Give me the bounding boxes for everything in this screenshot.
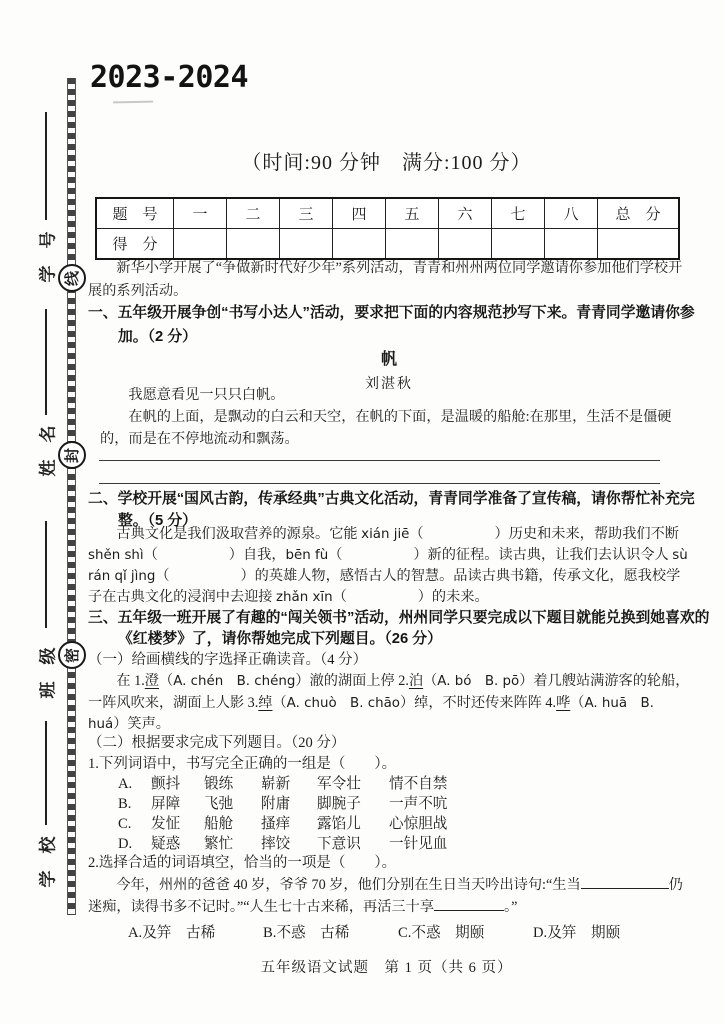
handwritten-year: 2023-2024 — [90, 60, 249, 95]
text-segment: （ ）自我， — [143, 547, 286, 563]
reading-pronunciation-passage — [88, 671, 690, 736]
text-segment: （ — [272, 694, 287, 711]
seal-stamp-icon — [58, 441, 86, 469]
name-write-line — [45, 309, 47, 415]
option-label: C. — [118, 815, 132, 832]
option-word: 繁忙 — [204, 835, 234, 852]
score-col-header: 四 — [332, 199, 385, 228]
question1-stem: 1.下列词语中，书写完全正确的一组是（ ）。 — [88, 756, 397, 772]
class-write-line — [45, 521, 47, 628]
score-table — [95, 197, 680, 260]
option-word: 崭新 — [261, 775, 291, 792]
option-word: 船舱 — [204, 815, 234, 832]
intro-paragraph: 新华小学开展了“争做新时代好少年”系列活动，青青和州州两位同学邀请你参加他们学校开展的系列活动。 — [88, 260, 683, 299]
option-word: 一针见血 — [389, 835, 448, 852]
score-cell-empty — [332, 229, 385, 258]
text-segment: （ — [158, 673, 174, 689]
binding-stitch-strip — [67, 78, 76, 915]
option-label: B. — [118, 795, 132, 812]
seal-char: 密 — [65, 647, 82, 663]
text-segment: （ ）的未来。 — [332, 589, 489, 605]
student-id-label: 学 号 — [38, 231, 58, 283]
py-segment: shěn shì — [88, 548, 144, 563]
score-cell-empty — [173, 229, 226, 258]
py-segment: A. chén B. chéng — [173, 674, 296, 689]
option-word: 锻练 — [204, 775, 234, 792]
text-segment: （ ）的英雄人物，感悟古人的智慧。品读古典书籍，传承文化，愿我校学子在古典文化的浸润中去迎接 — [88, 568, 681, 605]
text-segment: 在 1. — [116, 673, 145, 689]
word-option-row — [88, 814, 690, 834]
score-col-header: 二 — [226, 199, 279, 228]
option-label: A. — [118, 775, 133, 792]
poem-line-1: 我愿意看见一只只白帆。 — [128, 387, 285, 403]
seal-char: 线 — [65, 270, 82, 286]
score-obtained-label: 得 分 — [112, 236, 158, 253]
section2-title: 二、学校开展“国风古韵，传承经典”古典文化活动，青青同学准备了宣传稿，请你帮忙补充完整。（5 分） — [88, 491, 695, 529]
score-col-header: 三 — [279, 199, 332, 228]
score-col-header: 七 — [491, 199, 544, 228]
score-cell-empty — [279, 229, 332, 258]
question2-options — [88, 922, 724, 945]
option-word: 屏障 — [151, 795, 181, 812]
text-segment: ）着几艘站满游客的轮船，一阵风吹来，湖面上人影 3. — [88, 673, 690, 711]
text-segment: （ ）新的征程。读古典，让我们去认识令人 — [328, 547, 673, 563]
time-and-score-line: （时间:90 分钟 满分:100 分） — [241, 152, 532, 174]
name-label: 姓 名 — [38, 425, 58, 477]
score-cell-empty — [544, 229, 597, 258]
text-segment: 古典文化是我们汲取营养的源泉。它能 — [116, 526, 362, 542]
u-segment: 哗 — [556, 694, 571, 711]
py-segment: xián jiē — [361, 527, 410, 542]
option-word: 情不自禁 — [389, 775, 448, 792]
option-word: 一声不吭 — [389, 795, 448, 812]
text-segment: 今年，州州的爸爸 40 岁，爷爷 70 岁，他们分别在生日当天吟出诗句:“生当 — [116, 877, 581, 893]
py-segment: A. huā B. huá — [88, 695, 654, 732]
score-table-header-row — [97, 199, 678, 228]
word-option-row — [88, 774, 690, 794]
choice-option: D.及笄 期颐 — [533, 925, 621, 941]
score-col-header: 八 — [544, 199, 597, 228]
choice-option: C.不惑 期颐 — [398, 925, 485, 941]
score-cell-empty — [226, 229, 279, 258]
section2-pinyin-passage — [88, 524, 690, 608]
option-word: 摔饺 — [261, 835, 291, 852]
option-word: 颤抖 — [151, 775, 181, 792]
score-col-header: 六 — [438, 199, 491, 228]
option-word: 露馅儿 — [317, 815, 361, 832]
py-segment: bēn fù — [285, 548, 329, 563]
u-segment: 绰 — [258, 694, 273, 711]
question1-options — [88, 774, 690, 854]
question2-passage — [88, 874, 690, 918]
copy-writing-line — [99, 483, 660, 484]
total-score-header: 总 分 — [597, 199, 678, 228]
score-col-header: 五 — [385, 199, 438, 228]
score-col-header: 一 — [173, 199, 226, 228]
choice-option: A.及笄 古稀 — [128, 925, 216, 941]
u-segment: 泊 — [408, 673, 424, 689]
option-word: 疑惑 — [151, 835, 181, 852]
score-cell-empty — [491, 229, 544, 258]
choice-option: B.不惑 古稀 — [263, 925, 350, 941]
text-segment: ）澈的湖面上停 2. — [295, 673, 409, 689]
text-segment: ）绰，不时还传来阵阵 4. — [399, 694, 557, 711]
text-segment: 仍迷痴，读得书多不记时。”“人生七十古来稀，再活三十享 — [88, 877, 683, 915]
copy-writing-line — [99, 460, 660, 461]
text-segment: （ — [570, 694, 585, 711]
part1-title: （一）给画横线的字选择正确读音。（4 分） — [88, 652, 368, 668]
blank-segment — [581, 875, 669, 889]
score-cell-empty — [438, 229, 491, 258]
option-word: 下意识 — [317, 835, 361, 852]
school-write-line — [45, 721, 47, 825]
option-word: 飞弛 — [204, 795, 234, 812]
seal-stamp-icon — [58, 641, 86, 669]
pen-stroke-mark — [113, 101, 153, 104]
py-segment: A. bó B. pō — [437, 674, 520, 689]
blank-segment — [434, 897, 504, 911]
question-number-label: 题 号 — [112, 206, 158, 223]
section1-title: 一、五年级开展争创“书写小达人”活动，要求把下面的内容规范抄写下来。青青同学邀请你参加。（2 分） — [88, 305, 695, 345]
text-segment: （ ）历史和未来，帮助我们不断 — [409, 526, 679, 542]
seal-char: 封 — [65, 447, 82, 463]
page-footer: 五年级语文试题 第 1 页（共 6 页） — [260, 960, 513, 976]
class-label: 班 级 — [38, 647, 58, 699]
py-segment: sù rán qǐ jìng — [88, 548, 688, 584]
score-table-score-row — [97, 228, 678, 258]
word-option-row — [88, 794, 690, 814]
text-segment: （ — [423, 673, 438, 689]
part2-title: （二）根据要求完成下列题目。（20 分） — [88, 735, 346, 751]
poem-author: 刘湛秋 — [365, 377, 413, 392]
text-segment: 。” — [504, 899, 518, 915]
option-word: 心惊胆战 — [389, 815, 448, 832]
option-label: D. — [118, 835, 133, 852]
school-label: 学 校 — [38, 836, 58, 888]
score-cell-empty — [597, 229, 678, 258]
option-word: 附庸 — [261, 795, 291, 812]
word-option-row — [88, 834, 690, 854]
py-segment: A. chuò B. chāo — [286, 695, 400, 711]
text-segment: ）笑声。 — [113, 716, 170, 732]
section3-title: 三、五年级一班开展了有趣的“闯关领书”活动，州州同学只要完成以下题目就能兑换到她喜欢的《红楼梦》了，请你帮她完成下列题目。（26 分） — [88, 610, 710, 647]
score-cell-empty — [385, 229, 438, 258]
option-word: 脚腕子 — [317, 795, 361, 812]
u-segment: 澄 — [144, 673, 159, 689]
py-segment: zhǎn xīn — [276, 590, 333, 605]
question2-stem: 2.选择合适的词语填空，恰当的一项是（ ）。 — [88, 855, 397, 871]
seal-stamp-icon — [58, 264, 86, 292]
option-word: 发怔 — [151, 815, 181, 832]
poem-line-2: 在帆的上面，是飘动的白云和天空，在帆的下面，是温暖的船舱:在那里，生活不是僵硬的，而是在不停地流动和飘荡。 — [100, 409, 672, 447]
option-word: 军令壮 — [317, 775, 361, 792]
option-word: 搔痒 — [261, 815, 291, 832]
poem-title: 帆 — [380, 351, 397, 368]
student-id-write-line — [45, 112, 47, 220]
